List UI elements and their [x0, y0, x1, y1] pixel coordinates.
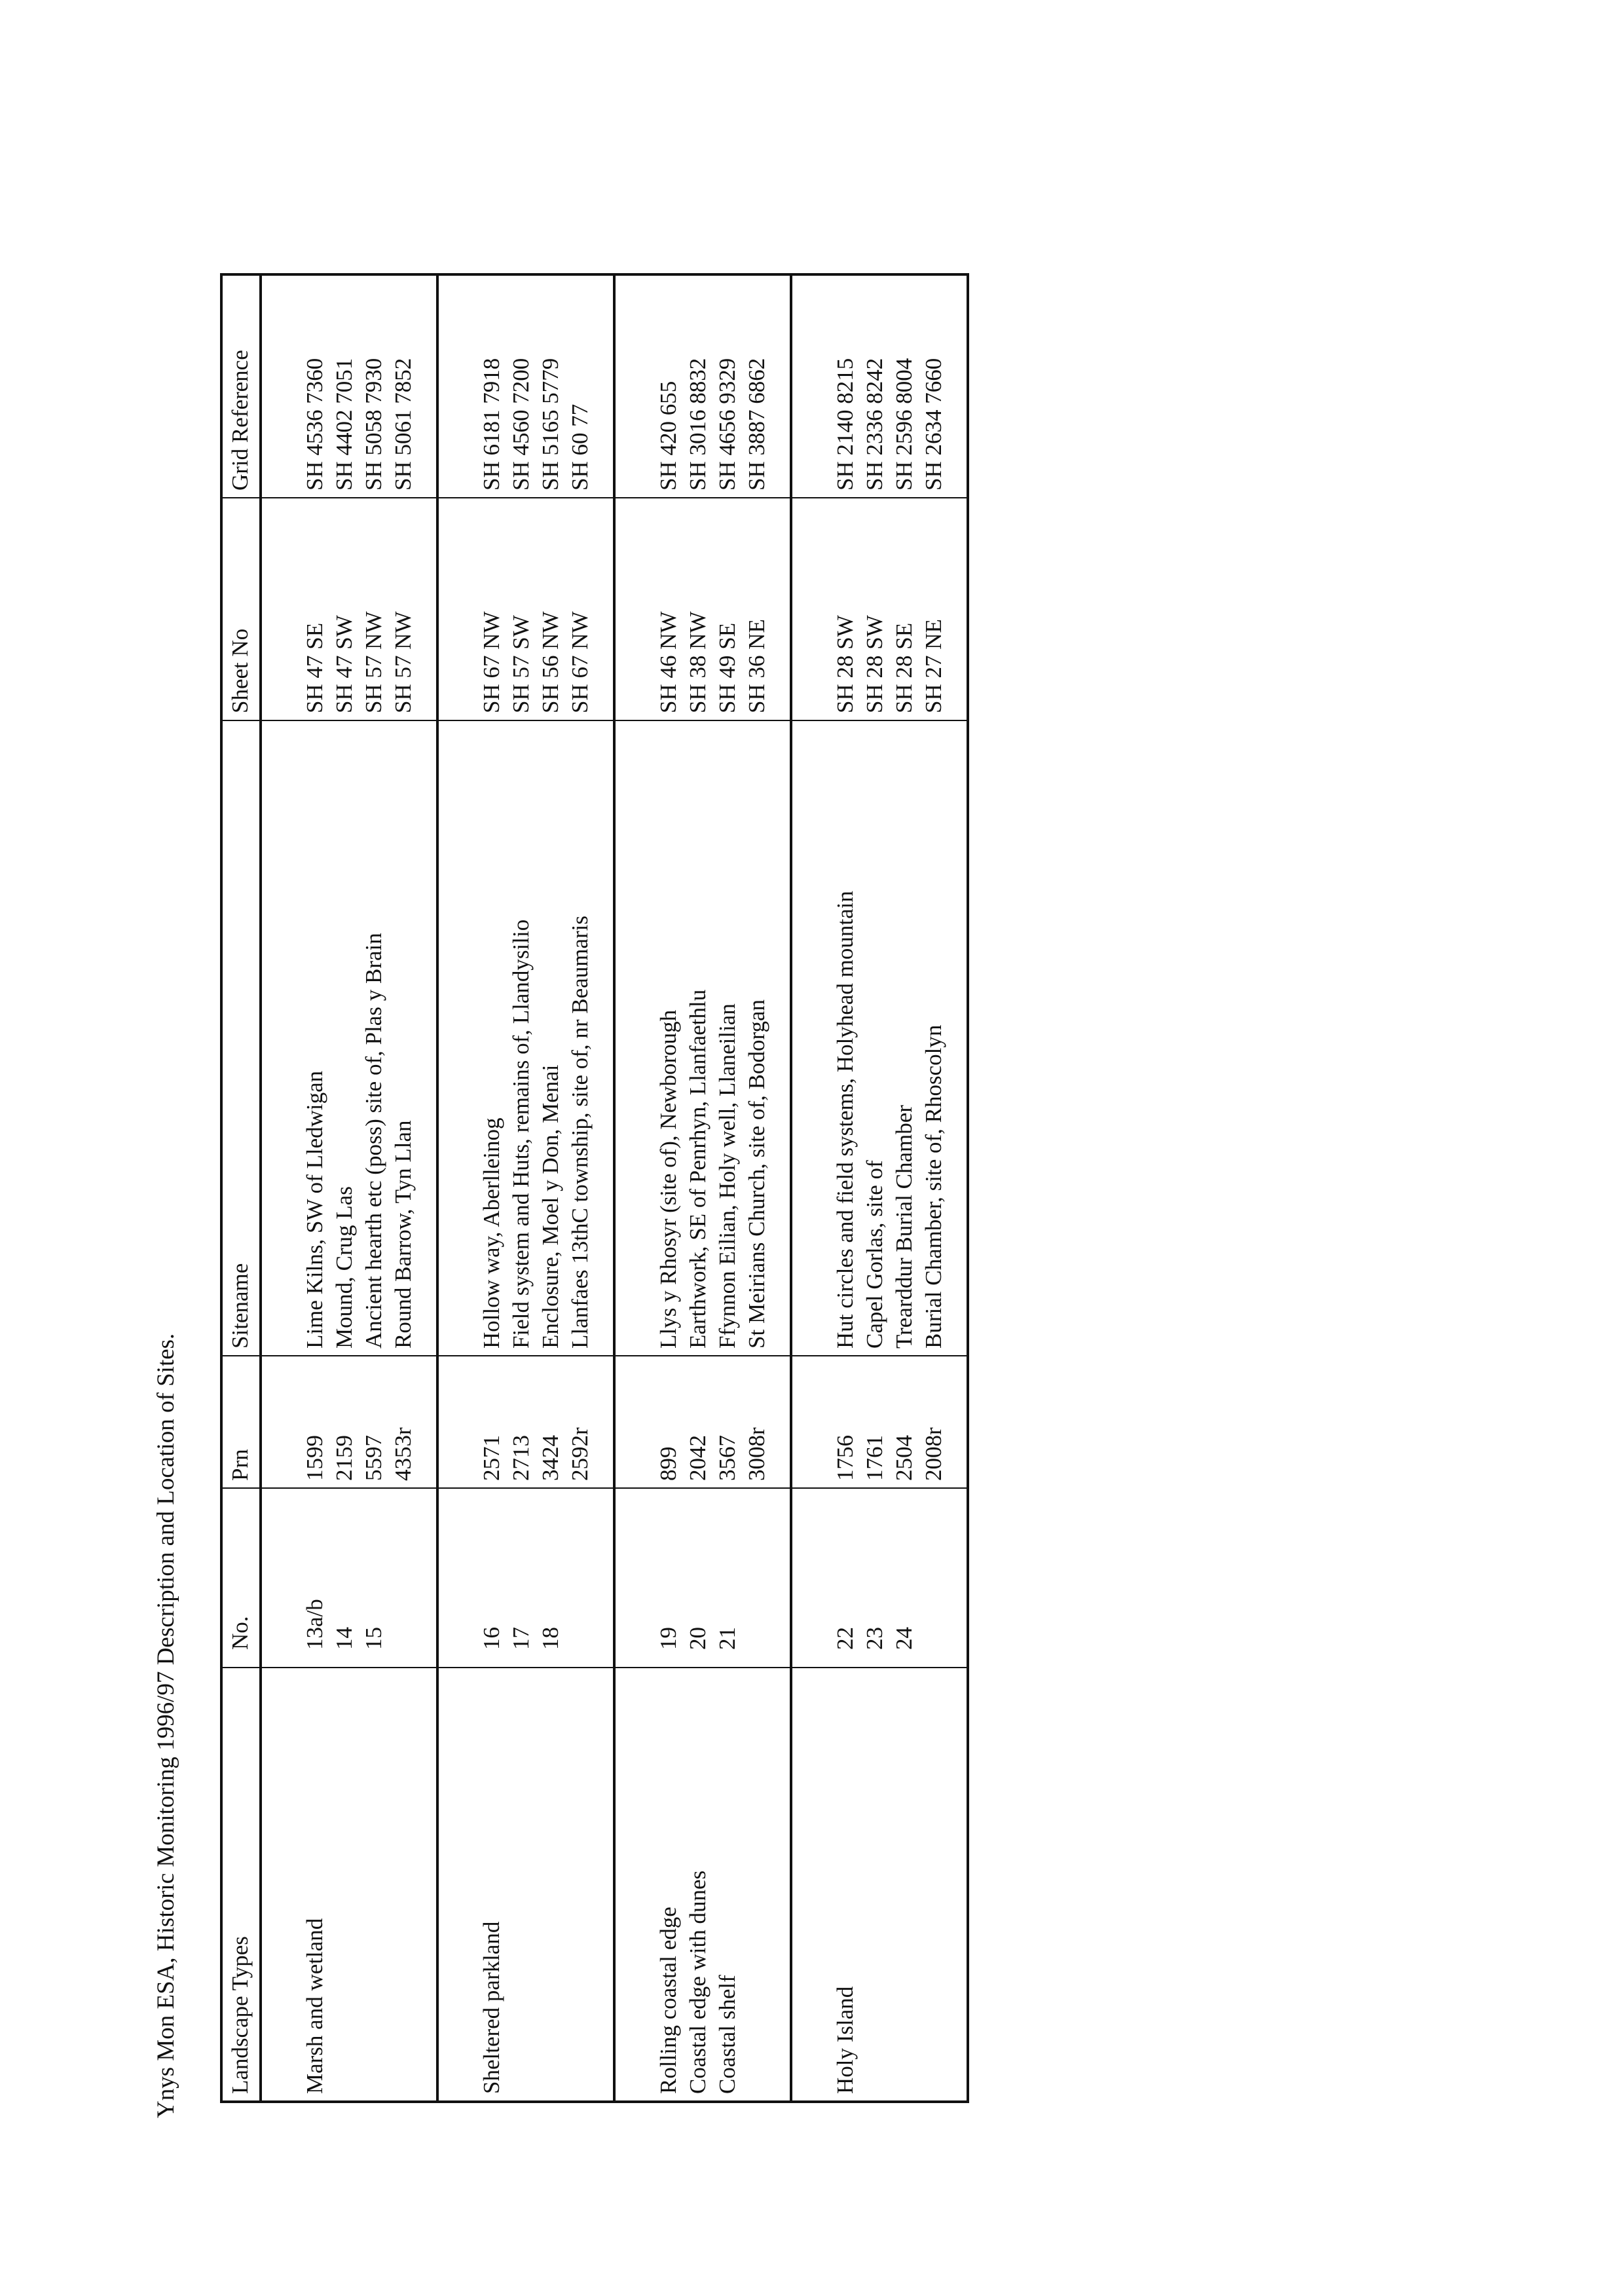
landscape-type-label: Sheltered parkland: [479, 1921, 504, 2094]
no-value: 17: [508, 1627, 534, 1650]
no-value: 18: [538, 1627, 563, 1650]
sheet-value: SH 46 NW: [655, 611, 681, 713]
prn-value: 1599: [302, 1435, 327, 1481]
sites-table: [220, 273, 969, 2103]
sheet-value: SH 57 NW: [390, 611, 416, 713]
sitename-value: Trearddur Burial Chamber: [891, 1105, 917, 1349]
sitename-value: Round Barrow, Tyn Llan: [390, 1120, 416, 1349]
grid-value: SH 2596 8004: [891, 358, 917, 491]
sitename-cell: [791, 720, 968, 1356]
sheet-cell: [791, 498, 968, 720]
sheet-value: SH 27 NE: [921, 619, 946, 713]
sitename-cell: [261, 720, 437, 1356]
landscape-cell: [614, 1668, 791, 2102]
grid-value: SH 5165 5779: [538, 358, 563, 491]
sheet-value: SH 57 NW: [361, 611, 386, 713]
header-prn: Prn: [221, 1356, 261, 1488]
no-value: [388, 1495, 418, 1650]
landscape-type-label: Rolling coastal edge: [655, 1907, 681, 2094]
sitename-value: Field system and Huts, remains of, Llandysilio: [508, 919, 534, 1349]
prn-value: 3567: [714, 1435, 740, 1481]
no-cell: [791, 1488, 968, 1668]
prn-value: 1761: [862, 1435, 887, 1481]
no-cell: [437, 1488, 614, 1668]
sitename-value: Hut circles and field systems, Holyhead mountain: [832, 891, 858, 1349]
sitename-value: Burial Chamber, site of, Rhoscolyn: [921, 1024, 946, 1349]
no-value: 22: [832, 1627, 858, 1650]
grid-value: SH 2336 8242: [862, 358, 887, 491]
sitename-cell: [614, 720, 791, 1356]
no-value: [742, 1495, 771, 1650]
prn-value: 1756: [832, 1435, 858, 1481]
prn-value: 2008r: [921, 1427, 946, 1481]
prn-value: 2159: [331, 1435, 357, 1481]
no-value: 20: [685, 1627, 710, 1650]
sitename-value: Llys y Rhosyr (site of), Newborough: [655, 1009, 681, 1349]
page-caption: Ynys Mon ESA, Historic Monitoring 1996/97 Description and Location of Sites.: [153, 1333, 179, 2118]
header-grid: Grid Reference: [221, 274, 261, 498]
prn-value: 899: [655, 1446, 681, 1481]
landscape-group: [791, 274, 968, 2102]
no-cell: [261, 1488, 437, 1668]
table-row: [614, 274, 791, 2102]
header-no: No.: [221, 1488, 261, 1668]
table-row: [437, 274, 614, 2102]
grid-value: SH 420 655: [655, 381, 681, 491]
landscape-group: [261, 274, 437, 2102]
sheet-cell: [437, 498, 614, 720]
grid-value: SH 2634 7660: [921, 358, 946, 491]
prn-cell: [614, 1356, 791, 1488]
landscape-type-label: Marsh and wetland: [302, 1918, 327, 2094]
sheet-value: SH 49 SE: [714, 622, 740, 713]
grid-value: SH 4560 7200: [508, 358, 534, 491]
sheet-value: SH 28 SW: [832, 615, 858, 713]
grid-value: SH 6181 7918: [479, 358, 504, 491]
no-value: 24: [891, 1627, 917, 1650]
header-sheet: Sheet No: [221, 498, 261, 720]
sitename-value: Ffynnon Eilian, Holy well, Llaneilian: [714, 1003, 740, 1349]
header-row: [221, 274, 261, 2102]
sheet-value: SH 47 SW: [331, 615, 357, 713]
sheet-cell: [261, 498, 437, 720]
sheet-value: SH 56 NW: [538, 611, 563, 713]
landscape-type-label: Coastal shelf: [714, 1975, 740, 2094]
sitename-cell: [437, 720, 614, 1356]
prn-value: 2571: [479, 1435, 504, 1481]
grid-cell: [791, 274, 968, 498]
landscape-cell: [261, 1668, 437, 2102]
header-sitename: Sitename: [221, 720, 261, 1356]
grid-value: SH 4536 7360: [302, 358, 327, 491]
no-cell: [614, 1488, 791, 1668]
grid-value: SH 3016 8832: [685, 358, 710, 491]
no-value: 19: [655, 1627, 681, 1650]
no-value: 21: [714, 1627, 740, 1650]
landscape-cell: [791, 1668, 968, 2102]
sheet-value: SH 28 SE: [891, 622, 917, 713]
prn-value: 2504: [891, 1435, 917, 1481]
grid-value: SH 2140 8215: [832, 358, 858, 491]
sheet-cell: [614, 498, 791, 720]
grid-value: SH 4656 9329: [714, 358, 740, 491]
sitename-value: St Meirians Church, site of, Bodorgan: [744, 999, 769, 1349]
sheet-value: SH 47 SE: [302, 622, 327, 713]
prn-cell: [261, 1356, 437, 1488]
grid-value: SH 5061 7852: [390, 358, 416, 491]
header-landscape: Landscape Types: [221, 1668, 261, 2102]
prn-value: 2592r: [567, 1427, 593, 1481]
sheet-value: SH 28 SW: [862, 615, 887, 713]
grid-value: SH 4402 7051: [331, 358, 357, 491]
prn-value: 2713: [508, 1435, 534, 1481]
sitename-value: Earthwork, SE of Penrhyn, Llanfaethlu: [685, 989, 710, 1349]
prn-value: 3424: [538, 1435, 563, 1481]
landscape-group: [614, 274, 791, 2102]
no-value: [565, 1495, 595, 1650]
grid-value: SH 3887 6862: [744, 358, 769, 491]
sheet-value: SH 57 SW: [508, 615, 534, 713]
no-value: 14: [331, 1627, 357, 1650]
sheet-value: SH 67 NW: [479, 611, 504, 713]
landscape-type-label: Coastal edge with dunes: [685, 1870, 710, 2094]
grid-value: SH 60 77: [567, 403, 593, 491]
no-value: [919, 1495, 948, 1650]
sheet-value: SH 36 NE: [744, 619, 769, 713]
no-value: 16: [479, 1627, 504, 1650]
sitename-value: Ancient hearth etc (poss) site of, Plas y Brain: [361, 933, 386, 1349]
prn-cell: [437, 1356, 614, 1488]
sheet-value: SH 67 NW: [567, 611, 593, 713]
sitename-value: Hollow way, Aberlleinog: [479, 1117, 504, 1349]
prn-value: 2042: [685, 1435, 710, 1481]
sitename-value: Lime Kilns, SW of Lledwigan: [302, 1070, 327, 1349]
grid-value: SH 5058 7930: [361, 358, 386, 491]
landscape-cell: [437, 1668, 614, 2102]
prn-value: 3008r: [744, 1427, 769, 1481]
sheet-value: SH 38 NW: [685, 611, 710, 713]
prn-value: 4353r: [390, 1427, 416, 1481]
grid-cell: [437, 274, 614, 498]
sitename-value: Mound, Crug Las: [331, 1186, 357, 1349]
prn-value: 5597: [361, 1435, 386, 1481]
landscape-type-label: Holy Island: [832, 1986, 858, 2094]
no-value: 15: [361, 1627, 386, 1650]
no-value: 23: [862, 1627, 887, 1650]
sitename-value: Capel Gorlas, site of: [862, 1160, 887, 1349]
prn-cell: [791, 1356, 968, 1488]
sitename-value: Enclosure, Moel y Don, Menai: [538, 1064, 563, 1349]
table-row: [791, 274, 968, 2102]
sitename-value: Llanfaes 13thC township, site of, nr Beaumaris: [567, 916, 593, 1349]
grid-cell: [261, 274, 437, 498]
landscape-group: [437, 274, 614, 2102]
grid-cell: [614, 274, 791, 498]
no-value: 13a/b: [302, 1599, 327, 1650]
table-row: [261, 274, 437, 2102]
